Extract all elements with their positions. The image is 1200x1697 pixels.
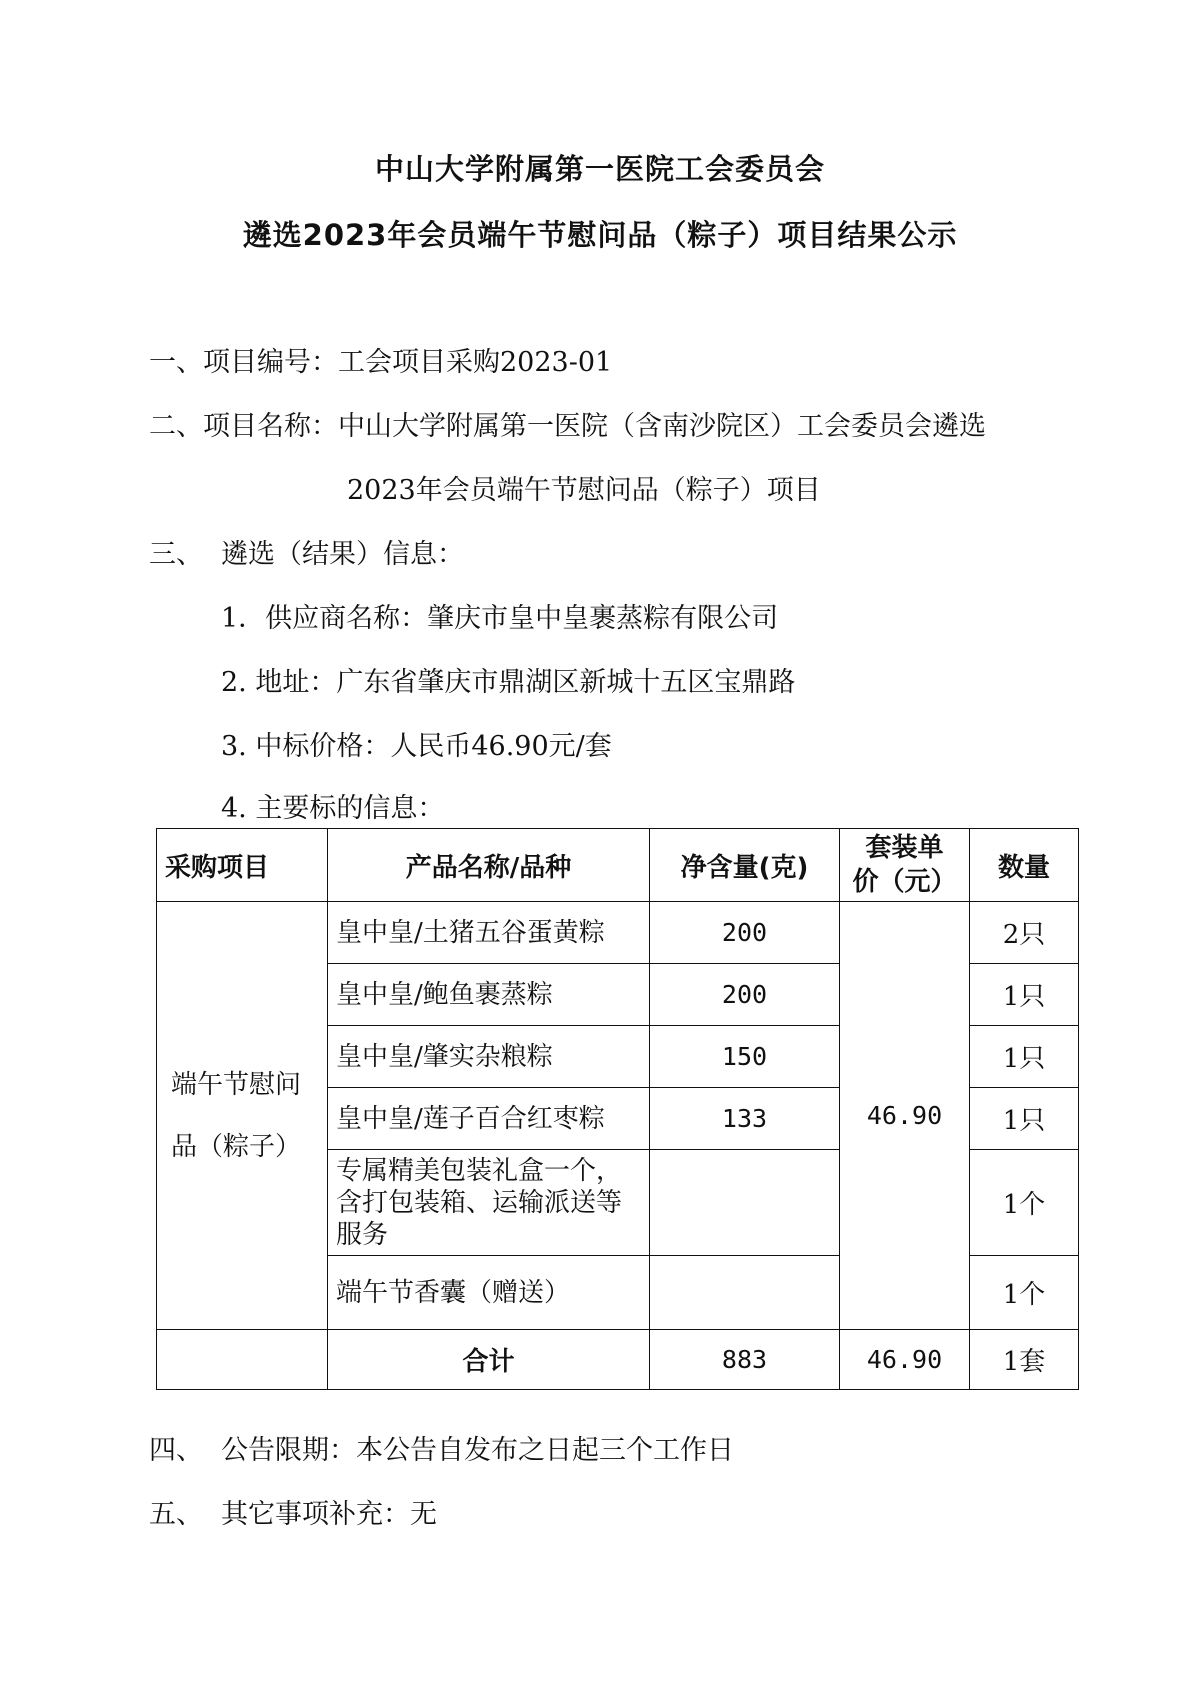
table-row — [157, 902, 1079, 964]
header-category: 采购项目 — [157, 829, 328, 902]
product-cell: 皇中皇/土猪五谷蛋黄粽 — [328, 902, 650, 964]
section-2 — [149, 404, 986, 443]
product-cell: 皇中皇/鲍鱼裹蒸粽 — [328, 964, 650, 1026]
section-3 — [149, 532, 464, 571]
winning-price: 3. 中标价格：人民币46.90元/套 — [221, 731, 612, 762]
header-unit-price — [840, 829, 970, 902]
header-unit-price-line1: 套装单 — [865, 833, 944, 863]
product-cell: 专属精美包装礼盒一个，含打包装箱、运输派送等服务 — [328, 1150, 650, 1256]
quantity-cell: 1只 — [970, 1026, 1079, 1088]
section-4 — [149, 1428, 734, 1467]
section-1-value: 工会项目采购2023-01 — [338, 347, 613, 378]
section-3-value: 遴选（结果）信息： — [221, 539, 464, 570]
total-price: 46.90 — [840, 1330, 970, 1390]
category-cell: 端午节慰问品（粽子） — [157, 902, 328, 1330]
header-product: 产品名称/品种 — [328, 829, 650, 902]
quantity-cell: 1个 — [970, 1150, 1079, 1256]
product-cell: 皇中皇/肇实杂粮粽 — [328, 1026, 650, 1088]
total-quantity: 1套 — [970, 1330, 1079, 1390]
section-2-label: 二、项目名称： — [149, 411, 338, 442]
weight-cell — [650, 1256, 840, 1330]
total-weight: 883 — [650, 1330, 840, 1390]
weight-cell: 200 — [650, 902, 840, 964]
section-4-label: 四、 — [149, 1435, 203, 1466]
section-5 — [149, 1492, 437, 1531]
items-table — [156, 828, 1079, 1390]
section-5-value: 其它事项补充：无 — [221, 1499, 437, 1530]
product-cell: 端午节香囊（赠送） — [328, 1256, 650, 1330]
section-4-value: 公告限期：本公告自发布之日起三个工作日 — [221, 1435, 734, 1466]
quantity-cell: 1只 — [970, 1088, 1079, 1150]
header-weight: 净含量(克) — [650, 829, 840, 902]
header-unit-price-line2: 价（元） — [852, 867, 957, 897]
product-cell: 皇中皇/莲子百合红枣粽 — [328, 1088, 650, 1150]
quantity-cell: 1只 — [970, 964, 1079, 1026]
supplier-name: 1．供应商名称：肇庆市皇中皇裹蒸粽有限公司 — [221, 603, 779, 634]
main-items-heading: 4. 主要标的信息： — [221, 793, 445, 824]
section-5-label: 五、 — [149, 1499, 203, 1530]
section-2-value-line2: 2023年会员端午节慰问品（粽子）项目 — [347, 475, 821, 506]
section-3-label: 三、 — [149, 539, 203, 570]
section-2-value-line1: 中山大学附属第一医院（含南沙院区）工会委员会遴选 — [338, 411, 986, 442]
total-label: 合计 — [328, 1330, 650, 1390]
weight-cell: 133 — [650, 1088, 840, 1150]
weight-cell: 200 — [650, 964, 840, 1026]
section-1-label: 一、项目编号： — [149, 347, 338, 378]
section-1 — [149, 340, 612, 379]
supplier-address: 2. 地址：广东省肇庆市鼎湖区新城十五区宝鼎路 — [221, 667, 796, 698]
document-title-line2: 遴选2023年会员端午节慰问品（粽子）项目结果公示 — [242, 218, 958, 252]
table-total-row — [157, 1330, 1079, 1390]
document-title-line1: 中山大学附属第一医院工会委员会 — [374, 152, 825, 186]
total-empty-cell — [157, 1330, 328, 1390]
weight-cell: 150 — [650, 1026, 840, 1088]
header-quantity: 数量 — [970, 829, 1079, 902]
quantity-cell: 2只 — [970, 902, 1079, 964]
table-header-row — [157, 829, 1079, 902]
unit-price-cell: 46.90 — [840, 902, 970, 1330]
quantity-cell: 1个 — [970, 1256, 1079, 1330]
weight-cell — [650, 1150, 840, 1256]
